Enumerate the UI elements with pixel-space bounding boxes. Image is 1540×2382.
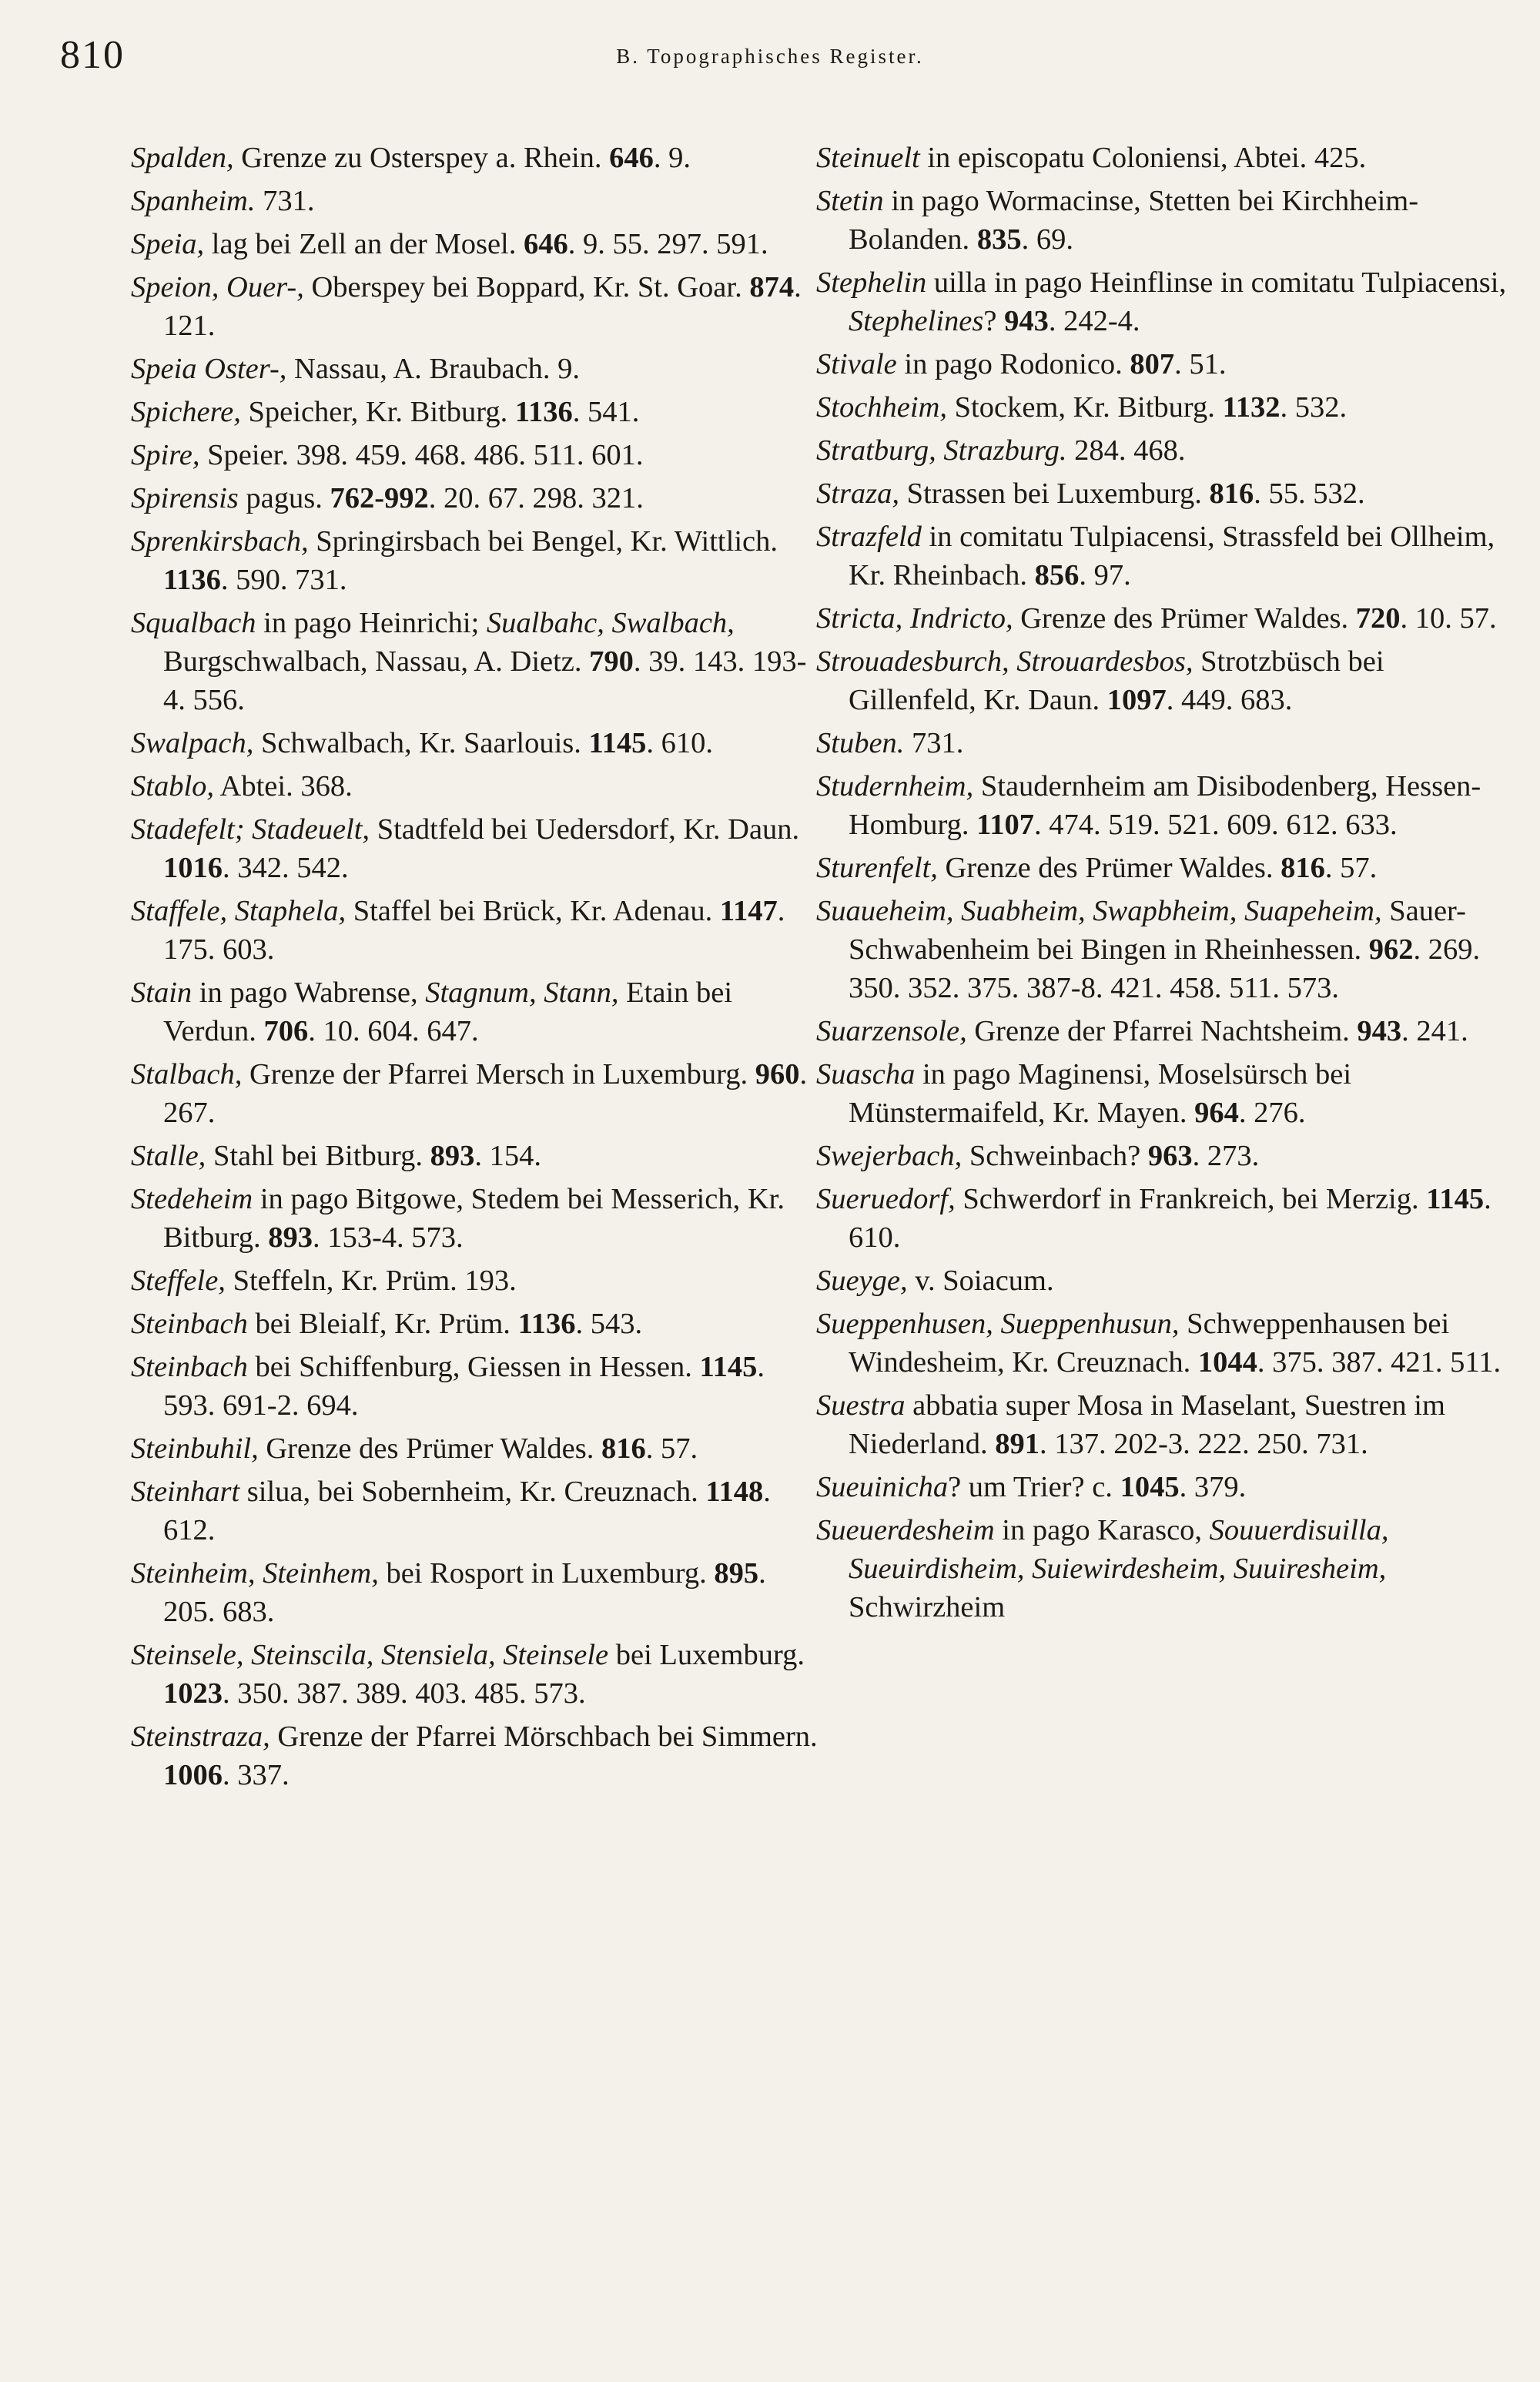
entry-text: Schwalbach, Kr. Saarlouis.	[253, 727, 589, 759]
entry-name: Steinsele, Steinscila, Stensiela, Steinsele	[131, 1639, 609, 1671]
entry-text: Burgschwalbach, Nassau, A. Dietz.	[163, 645, 590, 678]
entry-document-ref: 646	[609, 142, 654, 174]
entry-text: Stockem, Kr. Bitburg.	[947, 391, 1223, 424]
entry-name: Stagnum, Stann,	[425, 977, 619, 1009]
entry-name: Stephelines	[849, 305, 984, 337]
entry-name: Swejerbach,	[816, 1140, 962, 1172]
entry-text: . 610.	[646, 727, 714, 759]
register-entry	[131, 393, 824, 431]
entry-document-ref: 1107	[976, 809, 1035, 841]
entry-text: . 449. 683.	[1166, 684, 1293, 716]
entry-name: Stablo,	[131, 770, 215, 802]
entry-text: pagus.	[238, 482, 330, 514]
register-entry	[131, 1717, 824, 1794]
entry-document-ref: 1136	[163, 564, 221, 596]
entry-text: . 205. 683.	[163, 1557, 766, 1628]
entry-text: Grenze des Prümer Waldes.	[937, 852, 1281, 884]
register-entry	[131, 1429, 824, 1468]
entry-text: v. Soiacum.	[907, 1265, 1054, 1297]
entry-document-ref: 646	[524, 228, 568, 260]
entry-text: in episcopatu Coloniensi, Abtei. 425.	[919, 142, 1367, 174]
entry-name: Souuerdisuilla, Sueuirdisheim, Suiewirdesheim, Suuiresheim,	[849, 1514, 1389, 1585]
left-column	[131, 139, 824, 1799]
entry-document-ref: 893	[268, 1221, 313, 1254]
register-entry	[816, 474, 1509, 513]
entry-document-ref: 943	[1357, 1015, 1402, 1047]
entry-name: Sualbahc, Swalbach,	[486, 607, 735, 639]
entry-name: Spire,	[131, 439, 200, 471]
register-entry	[816, 139, 1509, 177]
entry-text: in pago Wormacinse, Stetten bei Kirchheim-Bolanden.	[849, 185, 1419, 256]
entry-text: . 541.	[572, 396, 640, 428]
entry-name: Steinstraza,	[131, 1720, 270, 1753]
entry-document-ref: 893	[430, 1140, 475, 1172]
entry-text: . 10. 604. 647.	[308, 1015, 479, 1047]
register-entry	[131, 1261, 824, 1300]
register-entry	[131, 139, 824, 177]
entry-document-ref: 1136	[517, 1308, 576, 1340]
register-entry	[816, 642, 1509, 719]
register-entry	[816, 1055, 1509, 1132]
entry-document-ref: 1145	[1426, 1183, 1485, 1215]
entry-name: Steinhart	[131, 1476, 240, 1508]
entry-text: abbatia super Mosa in Maselant, Suestren im Niederland.	[849, 1389, 1445, 1460]
entry-text: 731.	[904, 727, 964, 759]
entry-document-ref: 1136	[514, 396, 573, 428]
entry-text: . 10. 57.	[1400, 602, 1497, 635]
register-entry	[816, 1511, 1509, 1627]
entry-text: Grenze der Pfarrei Mörschbach bei Simmern.	[270, 1720, 818, 1753]
entry-text: . 57.	[645, 1432, 698, 1465]
entry-text: bei Luxemburg.	[608, 1639, 805, 1671]
entry-name: Staffele, Staphela,	[131, 895, 346, 927]
running-title: B. Topographisches Register.	[616, 45, 924, 68]
register-entry	[816, 892, 1509, 1007]
entry-document-ref: 835	[976, 223, 1022, 256]
entry-text: . 543.	[575, 1308, 643, 1340]
entry-text: . 9. 55. 297. 591.	[567, 228, 768, 260]
register-entry	[816, 767, 1509, 844]
entry-text: bei Bleialf, Kr. Prüm.	[247, 1308, 518, 1340]
register-entry	[131, 225, 824, 263]
entry-text: 731.	[255, 185, 315, 217]
register-entry	[131, 1472, 824, 1549]
register-entry	[131, 182, 824, 220]
register-entry	[131, 479, 824, 518]
entry-name: Strouadesburch, Strouardesbos,	[816, 645, 1194, 678]
entry-text: Steffeln, Kr. Prüm. 193.	[225, 1265, 517, 1297]
entry-document-ref: 1023	[163, 1677, 223, 1710]
register-entry	[816, 518, 1509, 595]
entry-text: Speier. 398. 459. 468. 486. 511. 601.	[199, 439, 644, 471]
entry-name: Spalden,	[131, 142, 234, 174]
register-entry	[816, 182, 1509, 259]
entry-name: Speia Oster-,	[131, 353, 287, 385]
entry-text: . 55. 532.	[1254, 477, 1365, 510]
entry-document-ref: 891	[995, 1428, 1040, 1460]
entry-text: . 241.	[1401, 1015, 1468, 1047]
entry-text: . 153-4. 573.	[312, 1221, 464, 1254]
entry-text: . 175. 603.	[163, 895, 785, 966]
entry-name: Squalbach	[131, 607, 256, 639]
entry-text: . 590. 731.	[220, 564, 347, 596]
entry-name: Studernheim,	[816, 770, 974, 802]
entry-name: Stedeheim	[131, 1183, 253, 1215]
entry-text: Grenze zu Osterspey a. Rhein.	[233, 142, 610, 174]
entry-name: Suascha	[816, 1058, 916, 1090]
entry-text: Staudernheim am Disibodenberg, Hessen-Homburg.	[849, 770, 1481, 841]
register-entry	[131, 1554, 824, 1631]
register-entry	[816, 388, 1509, 427]
entry-text: Oberspey bei Boppard, Kr. St. Goar.	[303, 271, 750, 303]
entry-name: Speion, Ouer-,	[131, 271, 304, 303]
entry-document-ref: 816	[601, 1432, 646, 1465]
entry-document-ref: 943	[1004, 305, 1049, 337]
entry-document-ref: 1148	[705, 1476, 764, 1508]
entry-name: Sueuerdesheim	[816, 1514, 995, 1546]
register-entry	[816, 263, 1509, 340]
entry-name: Spirensis	[131, 482, 239, 514]
entry-name: Stadefelt; Stadeuelt,	[131, 813, 370, 846]
register-entry	[816, 1261, 1509, 1300]
register-entry	[131, 973, 824, 1050]
entry-name: Steinbach	[131, 1308, 248, 1340]
register-entry	[816, 1012, 1509, 1050]
register-entry	[131, 436, 824, 474]
entry-text: . 350. 387. 389. 403. 485. 573.	[223, 1677, 586, 1710]
entry-text: in pago Rodonico.	[896, 348, 1130, 380]
register-entry	[816, 599, 1509, 638]
entry-text: . 9.	[653, 142, 691, 174]
entry-text: . 97.	[1079, 559, 1131, 591]
entry-text: . 532.	[1280, 391, 1348, 424]
entry-name: Suaueheim, Suabheim, Swapbheim, Suapeheim,	[816, 895, 1382, 927]
entry-text: Strotzbüsch bei Gillenfeld, Kr. Daun.	[849, 645, 1384, 716]
entry-name: Stratburg, Strazburg.	[816, 434, 1067, 467]
entry-document-ref: 1147	[719, 895, 778, 927]
register-entry	[816, 849, 1509, 887]
register-entry	[131, 767, 824, 806]
entry-name: Steinbach	[131, 1351, 248, 1383]
entry-text: in pago Karasco,	[994, 1514, 1210, 1546]
entry-text: . 51.	[1174, 348, 1227, 380]
entry-text: Sauer-Schwabenheim bei Bingen in Rheinhessen.	[849, 895, 1466, 966]
register-entry	[816, 431, 1509, 470]
entry-document-ref: 790	[589, 645, 634, 678]
entry-document-ref: 706	[263, 1015, 309, 1047]
register-entry	[131, 724, 824, 762]
entry-name: Suestra	[816, 1389, 906, 1422]
entry-text: . 612.	[163, 1476, 771, 1546]
register-entry	[816, 1180, 1509, 1257]
register-entry	[816, 1137, 1509, 1175]
entry-text: silua, bei Sobernheim, Kr. Creuznach.	[239, 1476, 706, 1508]
register-entry	[131, 1348, 824, 1425]
entry-text: bei Schiffenburg, Giessen in Hessen.	[247, 1351, 700, 1383]
register-entry	[131, 522, 824, 599]
entry-document-ref: 856	[1034, 559, 1080, 591]
entry-name: Stephelin	[816, 266, 927, 299]
entry-name: Stuben.	[816, 727, 905, 759]
entry-name: Sprenkirsbach,	[131, 525, 309, 558]
register-entry	[131, 810, 824, 887]
entry-text: in pago Wabrense,	[192, 977, 426, 1009]
entry-text: . 379.	[1179, 1471, 1247, 1503]
entry-text: . 269. 350. 352. 375. 387-8. 421. 458. 511. 573.	[849, 933, 1481, 1004]
entry-document-ref: 807	[1130, 348, 1175, 380]
entry-name: Stalle,	[131, 1140, 206, 1172]
entry-text: Grenze der Pfarrei Nachtsheim.	[966, 1015, 1358, 1047]
entry-document-ref: 1132	[1222, 391, 1281, 424]
entry-text: . 69.	[1021, 223, 1073, 256]
entry-text: . 154.	[474, 1140, 541, 1172]
entry-text: Grenze des Prümer Waldes.	[1013, 602, 1356, 635]
entry-document-ref: 1097	[1106, 684, 1167, 716]
entry-text: . 242-4.	[1048, 305, 1140, 337]
entry-text: . 593. 691-2. 694.	[163, 1351, 765, 1422]
register-entry	[131, 268, 824, 345]
register-entry	[816, 345, 1509, 384]
register-entry	[816, 724, 1509, 762]
entry-text: . 39. 143. 193-4. 556.	[163, 645, 807, 716]
entry-text: . 20. 67. 298. 321.	[428, 482, 644, 514]
entry-text: Stahl bei Bitburg.	[206, 1140, 430, 1172]
entry-document-ref: 1045	[1120, 1471, 1180, 1503]
entry-text: . 342. 542.	[223, 852, 349, 884]
entry-text: Springirsbach bei Bengel, Kr. Wittlich.	[308, 525, 778, 558]
entry-name: Swalpach,	[131, 727, 254, 759]
entry-name: Stricta, Indricto,	[816, 602, 1013, 635]
entry-text: 284. 468.	[1066, 434, 1186, 467]
entry-name: Spichere,	[131, 396, 241, 428]
entry-text: . 57.	[1324, 852, 1378, 884]
entry-text: . 474. 519. 521. 609. 612. 633.	[1034, 809, 1398, 841]
entry-text: in pago Maginensi, Moselsürsch bei Münstermaifeld, Kr. Mayen.	[849, 1058, 1352, 1129]
entry-text: . 276.	[1238, 1097, 1306, 1129]
register-entry	[131, 1055, 824, 1132]
entry-name: Stetin	[816, 185, 884, 217]
entry-name: Stain	[131, 977, 192, 1009]
register-entry	[816, 1305, 1509, 1382]
entry-document-ref: 1044	[1197, 1346, 1257, 1379]
entry-text: Strassen bei Luxemburg.	[899, 477, 1210, 510]
entry-text: Schwerdorf in Frankreich, bei Merzig.	[955, 1183, 1427, 1215]
entry-document-ref: 1145	[699, 1351, 758, 1383]
entry-name: Sturenfelt,	[816, 852, 938, 884]
entry-document-ref: 962	[1368, 933, 1414, 966]
register-entry	[131, 1180, 824, 1257]
entry-name: Stochheim,	[816, 391, 947, 424]
entry-document-ref: 720	[1355, 602, 1401, 635]
page-header	[0, 32, 1540, 79]
register-entry	[131, 350, 824, 388]
register-entry	[131, 892, 824, 969]
entry-document-ref: 816	[1281, 852, 1325, 884]
entry-text: . 121.	[163, 271, 802, 342]
entry-text: . 137. 202-3. 222. 250. 731.	[1040, 1428, 1368, 1460]
entry-name: Stalbach,	[131, 1058, 243, 1090]
entry-name: Sueuinicha	[816, 1471, 949, 1503]
entry-text: in pago Bitgowe, Stedem bei Messerich, Kr. Bitburg.	[163, 1183, 785, 1254]
entry-text: in pago Heinrichi;	[256, 607, 487, 639]
entry-text: . 610.	[849, 1183, 1491, 1254]
entry-text: Grenze der Pfarrei Mersch in Luxemburg.	[242, 1058, 755, 1090]
page-number: 810	[60, 33, 125, 77]
entry-text: . 273.	[1192, 1140, 1260, 1172]
entry-text: Speicher, Kr. Bitburg.	[240, 396, 515, 428]
entry-text: bei Rosport in Luxemburg.	[378, 1557, 715, 1590]
entry-document-ref: 895	[714, 1557, 759, 1590]
entry-name: Sueppenhusen, Sueppenhusun,	[816, 1308, 1180, 1340]
register-entry	[131, 1305, 824, 1343]
entry-document-ref: 816	[1209, 477, 1254, 510]
register-entry	[816, 1468, 1509, 1506]
entry-name: Straza,	[816, 477, 900, 510]
entry-name: Sueruedorf,	[816, 1183, 956, 1215]
entry-name: Stivale	[816, 348, 897, 380]
entry-document-ref: 963	[1147, 1140, 1193, 1172]
entry-text: Nassau, A. Braubach. 9.	[286, 353, 581, 385]
entry-text: ?	[983, 305, 1005, 337]
entry-name: Steffele,	[131, 1265, 226, 1297]
register-entry	[131, 1636, 824, 1713]
entry-text: . 375. 387. 421. 511.	[1257, 1346, 1502, 1379]
entry-document-ref: 960	[755, 1058, 800, 1090]
entry-text: uilla in pago Heinflinse in comitatu Tulpiacensi,	[926, 266, 1507, 299]
entry-name: Speia,	[131, 228, 205, 260]
entry-document-ref: 762-992	[330, 482, 429, 514]
entry-text: Etain bei Verdun.	[163, 977, 733, 1047]
entry-document-ref: 964	[1194, 1097, 1239, 1129]
entry-text: Schweinbach?	[962, 1140, 1148, 1172]
entry-text: Schweppenhausen bei Windesheim, Kr. Creuznach.	[849, 1308, 1450, 1379]
entry-document-ref: 1006	[163, 1759, 223, 1791]
entry-document-ref: 1016	[163, 852, 223, 884]
register-entry	[816, 1386, 1509, 1463]
right-column	[816, 139, 1509, 1631]
entry-name: Strazfeld	[816, 521, 922, 553]
entry-name: Spanheim.	[131, 185, 256, 217]
entry-text: Staffel bei Brück, Kr. Adenau.	[346, 895, 720, 927]
entry-name: Suarzensole,	[816, 1015, 967, 1047]
entry-text: Abtei. 368.	[214, 770, 353, 802]
entry-text: Stadtfeld bei Uedersdorf, Kr. Daun.	[370, 813, 800, 846]
entry-text: . 337.	[223, 1759, 290, 1791]
entry-name: Sueyge,	[816, 1265, 908, 1297]
entry-document-ref: 874	[749, 271, 795, 303]
entry-text: in comitatu Tulpiacensi, Strassfeld bei Ollheim, Kr. Rheinbach.	[849, 521, 1495, 591]
register-entry	[131, 1137, 824, 1175]
entry-name: Steinbuhil,	[131, 1432, 259, 1465]
entry-name: Steinheim, Steinhem,	[131, 1557, 379, 1590]
entry-document-ref: 1145	[588, 727, 647, 759]
entry-text: Grenze des Prümer Waldes.	[258, 1432, 601, 1465]
entry-text: Schwirzheim	[849, 1591, 1006, 1623]
entry-text: lag bei Zell an der Mosel.	[204, 228, 524, 260]
entry-text: ? um Trier? c.	[948, 1471, 1120, 1503]
register-entry	[131, 604, 824, 719]
entry-name: Steinuelt	[816, 142, 920, 174]
entry-text: . 267.	[163, 1058, 808, 1129]
